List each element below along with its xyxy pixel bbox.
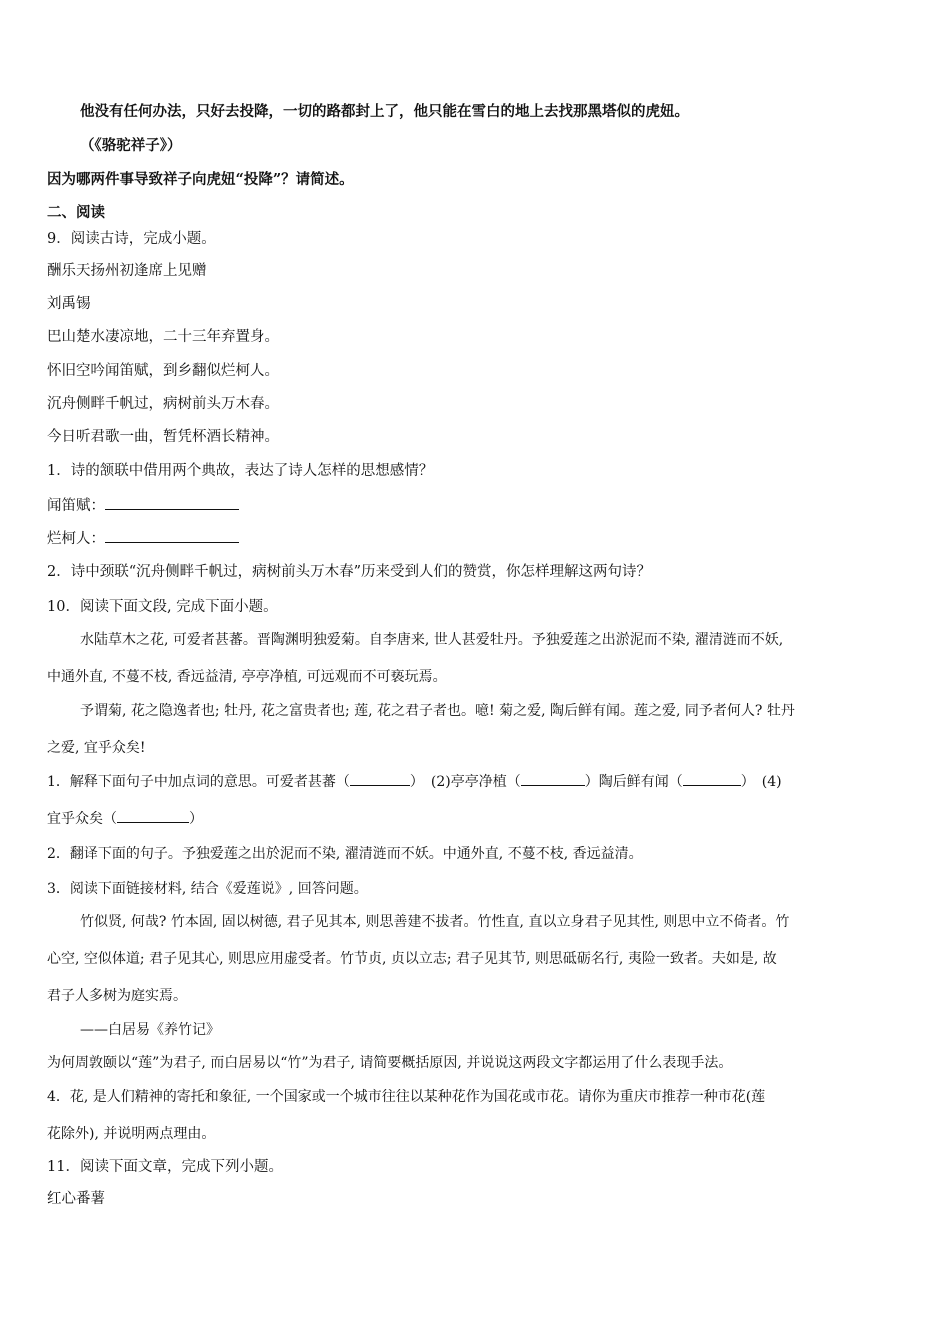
q9-sub2: 2．诗中颈联“沉舟侧畔千帆过，病树前头万木春”历来受到人们的赞赏，你怎样理解这两句诗？ xyxy=(47,564,652,580)
poem-line: 怀旧空吟闻笛赋，到乡翻似烂柯人。 xyxy=(47,363,279,379)
q10-sub3-question: 为何周敦颐以“莲”为君子, 而白居易以“竹”为君子, 请简要概括原因, 并说说这两段文字都运用了什么表现手法。 xyxy=(47,1055,733,1071)
excerpt-quote: 他没有任何办法，只好去投降，一切的路都封上了，他只能在雪白的地上去找那黑塔似的虎妞。 xyxy=(80,103,689,120)
poem-line: 今日听君歌一曲，暂凭杯酒长精神。 xyxy=(47,429,279,445)
sub1-text-f: ） xyxy=(189,811,203,827)
link-source: ——白居易《养竹记》 xyxy=(80,1022,220,1038)
sub1-text-e: 宜乎众矣（ xyxy=(47,811,117,827)
poem-line: 巴山楚水凄凉地，二十三年弃置身。 xyxy=(47,329,279,345)
sub1-text-d: ） (4) xyxy=(740,774,782,790)
poem-author: 刘禹锡 xyxy=(47,296,91,312)
section-heading: 二、阅读 xyxy=(47,204,105,221)
q11-intro: 11．阅读下面文章，完成下列小题。 xyxy=(47,1159,283,1175)
q10-sub2: 2．翻译下面的句子。予独爱莲之出於泥而不染, 濯清涟而不妖。中通外直, 不蔓不枝, 香远益清。 xyxy=(47,846,643,862)
sub1-blank-2[interactable] xyxy=(521,771,585,786)
q10-intro: 10．阅读下面文段, 完成下面小题。 xyxy=(47,599,278,615)
q10-para2-line1: 予谓菊, 花之隐逸者也; 牡丹, 花之富贵者也; 莲, 花之君子者也。噫! 菊之爱, 陶后鲜有闻。莲之爱, 同予者何人? 牡丹 xyxy=(80,703,795,719)
link-line2: 心空, 空似体道; 君子见其心, 则思应用虚受者。竹节贞, 贞以立志; 君子见其节, 则思砥砺名行, 夷险一致者。夫如是, 故 xyxy=(47,951,777,967)
q10-sub1-cont xyxy=(47,808,203,829)
q10-para1-line1: 水陆草木之花, 可爱者甚蕃。晋陶渊明独爱菊。自李唐来, 世人甚爱牡丹。予独爱莲之出淤泥而不染, 濯清涟而不妖, xyxy=(80,632,784,648)
q10-para2-line2: 之爱, 宜乎众矣! xyxy=(47,740,146,756)
sub1-blank-4[interactable] xyxy=(117,808,189,823)
link-line3: 君子人多树为庭实焉。 xyxy=(47,988,187,1004)
q9-fill2 xyxy=(47,528,239,549)
excerpt-source: （《骆驼祥子》） xyxy=(80,137,182,154)
q9-intro: 9．阅读古诗，完成小题。 xyxy=(47,231,216,247)
q9-sub1: 1．诗的颔联中借用两个典故，表达了诗人怎样的思想感情？ xyxy=(47,463,434,479)
fill1-blank[interactable] xyxy=(105,495,239,510)
sub1-text-a: 1．解释下面句子中加点词的意思。可爱者甚蕃（ xyxy=(47,774,350,790)
poem-title: 酬乐天扬州初逢席上见赠 xyxy=(47,263,207,279)
q10-sub1 xyxy=(47,771,782,792)
sub1-blank-1[interactable] xyxy=(350,771,410,786)
sub1-blank-3[interactable] xyxy=(683,771,741,786)
q10-para1-line2: 中通外直, 不蔓不枝, 香远益清, 亭亭净植, 可远观而不可亵玩焉。 xyxy=(47,669,447,685)
fill2-label: 烂柯人： xyxy=(47,531,105,547)
q10-sub4-line1: 4．花, 是人们精神的寄托和象征, 一个国家或一个城市往往以某种花作为国花或市花。请你为重庆市推荐一种市花(莲 xyxy=(47,1089,766,1105)
sub1-text-c: ）陶后鲜有闻（ xyxy=(584,774,683,790)
link-line1: 竹似贤, 何哉? 竹本固, 固以树德, 君子见其本, 则思善建不拔者。竹性直, 直以立身君子见其性, 则思中立不倚者。竹 xyxy=(80,914,790,930)
q10-sub3: 3．阅读下面链接材料, 结合《爱莲说》, 回答问题。 xyxy=(47,881,368,897)
poem-line: 沉舟侧畔千帆过，病树前头万木春。 xyxy=(47,396,279,412)
sub1-text-b: ） (2)亭亭净植（ xyxy=(409,774,521,790)
q10-sub4-line2: 花除外), 并说明两点理由。 xyxy=(47,1126,216,1142)
q11-article-title: 红心番薯 xyxy=(47,1191,105,1207)
fill1-label: 闻笛赋： xyxy=(47,498,105,514)
fill2-blank[interactable] xyxy=(105,528,239,543)
excerpt-question: 因为哪两件事导致祥子向虎妞“投降”？请简述。 xyxy=(47,171,354,188)
q9-fill1 xyxy=(47,495,239,516)
